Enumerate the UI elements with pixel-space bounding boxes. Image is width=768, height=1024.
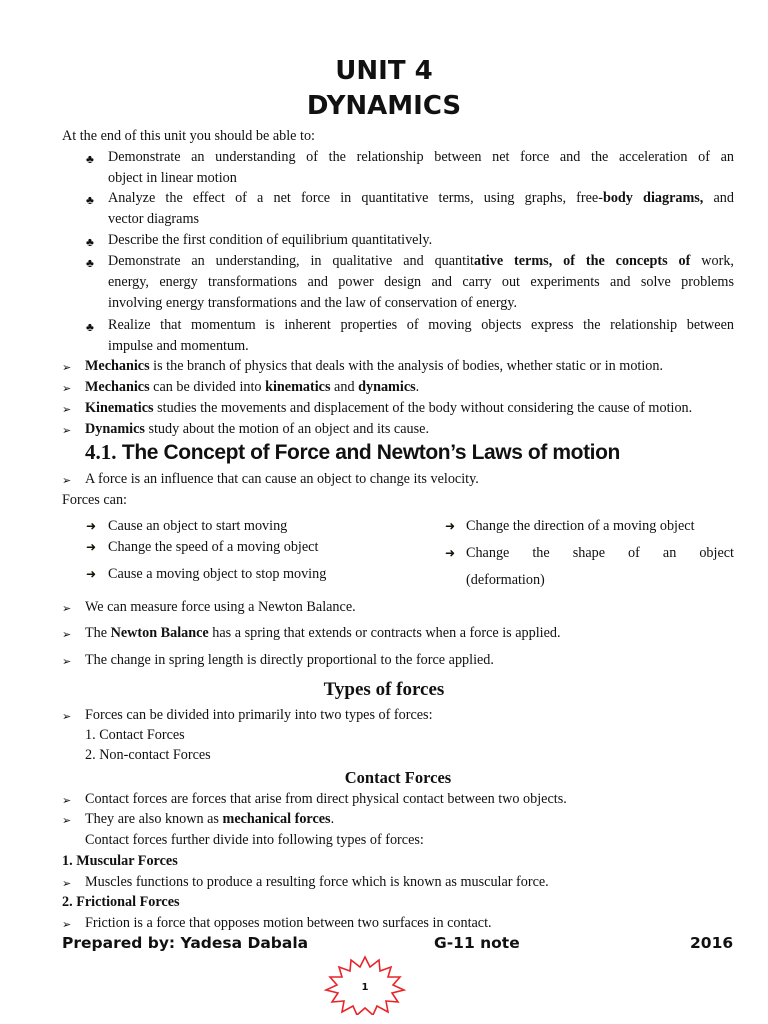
club-bullet-icon: ♣ [86,235,94,249]
types-of-forces-heading: Types of forces [323,679,445,700]
page-number-seal [322,955,408,1015]
effect-change-speed: Change the speed of a moving object [108,539,319,555]
balance-proportional: The change in spring length is directly proportional to the force applied. [85,652,494,668]
contact-definition: Contact forces are forces that arise from direct physical contact between two objects. [85,791,567,807]
objective-4-line-2: energy, energy transformations and power design and carry out experiments and solve problems [108,274,734,290]
arrow-bullet-icon: ➜ [86,540,97,554]
club-bullet-icon: ♣ [86,256,94,270]
arrow-bullet-icon: ➢ [62,603,72,615]
muscular-forces-text: Muscles functions to produce a resulting force which is known as muscular force. [85,874,549,890]
effect-change-direction: Change the direction of a moving object [466,518,695,534]
arrow-bullet-icon: ➢ [62,711,72,723]
arrow-bullet-icon: ➢ [62,656,72,668]
arrow-bullet-icon: ➜ [445,519,456,533]
types-intro: Forces can be divided into primarily into two types of forces: [85,707,433,723]
arrow-bullet-icon: ➢ [62,425,72,437]
effect-deformation: (deformation) [466,572,545,588]
mechanics-division: Mechanics can be divided into kinematics and dynamics. [85,379,420,395]
objective-4-line-3: involving energy transformations and the law of conservation of energy. [108,295,518,311]
arrow-bullet-icon: ➢ [62,404,72,416]
dynamics-definition: Dynamics study about the motion of an object and its cause. [85,421,429,437]
arrow-bullet-icon: ➜ [445,546,456,560]
arrow-bullet-icon: ➢ [62,629,72,641]
club-bullet-icon: ♣ [86,193,94,207]
arrow-bullet-icon: ➢ [62,475,72,487]
club-bullet-icon: ♣ [86,152,94,166]
section-heading-4-1: 4.1. The Concept of Force and Newton’s Laws of motion [85,440,620,464]
objective-5-line-1: Realize that momentum is inherent properties of moving objects express the relationship between [108,317,734,333]
contact-types-intro: Contact forces further divide into following types of forces: [85,832,424,848]
intro-text: At the end of this unit you should be able to: [62,128,315,144]
page-number: 1 [361,982,369,993]
arrow-bullet-icon: ➢ [62,919,72,931]
frictional-forces-heading: 2. Frictional Forces [62,894,180,910]
effect-stop-moving: Cause a moving object to stop moving [108,566,327,582]
objective-2-line-1: Analyze the effect of a net force in quantitative terms, using graphs, free-body diagrams, and [108,190,734,206]
contact-mechanical: They are also known as mechanical forces. [85,811,335,827]
kinematics-definition: Kinematics studies the movements and displacement of the body without considering the cause of motion. [85,400,693,416]
muscular-forces-heading: 1. Muscular Forces [62,853,178,869]
arrow-bullet-icon: ➢ [62,815,72,827]
arrow-bullet-icon: ➢ [62,383,72,395]
footer-year: 2016 [690,934,734,952]
mechanics-definition: Mechanics is the branch of physics that deals with the analysis of bodies, whether static or in motion. [85,358,664,374]
arrow-bullet-icon: ➢ [62,795,72,807]
unit-subtitle: DYNAMICS [306,91,462,121]
unit-title: UNIT 4 [335,56,433,86]
footer-author: Prepared by: Yadesa Dabala [62,934,309,952]
objective-1-line-2: object in linear motion [108,170,237,186]
arrow-bullet-icon: ➢ [62,878,72,890]
contact-forces-heading: Contact Forces [344,768,452,787]
arrow-bullet-icon: ➜ [86,567,97,581]
frictional-forces-text: Friction is a force that opposes motion between two surfaces in contact. [85,915,492,931]
force-definition: A force is an influence that can cause an object to change its velocity. [85,471,479,487]
objective-2-line-2: vector diagrams [108,211,199,227]
effect-start-moving: Cause an object to start moving [108,518,288,534]
type-non-contact: 2. Non-contact Forces [85,747,211,763]
type-contact: 1. Contact Forces [85,727,185,743]
footer-note: G-11 note [434,934,520,952]
balance-spring: The Newton Balance has a spring that extends or contracts when a force is applied. [85,625,561,641]
arrow-bullet-icon: ➢ [62,362,72,374]
objective-1-line-1: Demonstrate an understanding of the relationship between net force and the acceleration of an [108,149,734,165]
forces-can-label: Forces can: [62,492,128,508]
effect-change-shape: Change the shape of an object [466,545,734,561]
arrow-bullet-icon: ➜ [86,519,97,533]
objective-4-line-1: Demonstrate an understanding, in qualitative and quantitative terms, of the concepts of work, [108,253,734,269]
objective-5-line-2: impulse and momentum. [108,338,249,354]
objective-3: Describe the first condition of equilibrium quantitatively. [108,232,433,248]
balance-measure: We can measure force using a Newton Balance. [85,599,356,615]
club-bullet-icon: ♣ [86,320,94,334]
